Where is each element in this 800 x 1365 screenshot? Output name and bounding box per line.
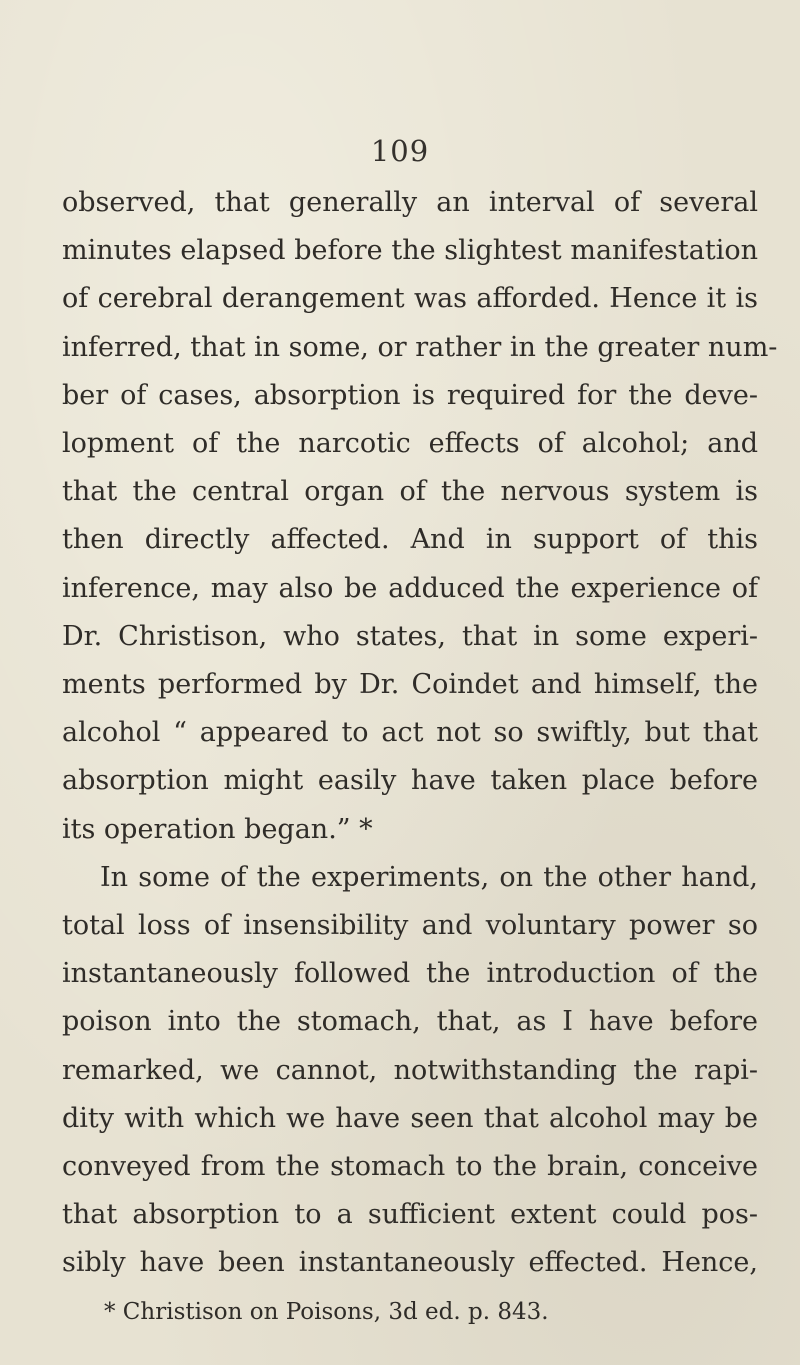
text-line: instantaneously followed the introduction of the	[62, 958, 758, 989]
text-line: alcohol “ appeared to act not so swiftly, but that	[62, 717, 758, 748]
text-line: lopment of the narcotic effects of alcohol; and	[62, 428, 758, 459]
page-number: 109	[370, 134, 430, 168]
text-line: that absorption to a sufficient extent could pos-	[62, 1199, 758, 1230]
text-line: Dr. Christison, who states, that in some experi-	[62, 621, 758, 652]
text-line: total loss of insensibility and voluntary power so	[62, 910, 758, 941]
text-line: absorption might easily have taken place before	[62, 765, 758, 796]
text-line: minutes elapsed before the slightest manifestation	[62, 235, 758, 266]
text-line: remarked, we cannot, notwithstanding the rapi-	[62, 1055, 758, 1086]
text-line: of cerebral derangement was afforded. Hence it is	[62, 283, 758, 314]
paragraph-start-line: In some of the experiments, on the other hand,	[100, 862, 758, 893]
text-line: ments performed by Dr. Coindet and himself, the	[62, 669, 758, 700]
text-line: inferred, that in some, or rather in the greater num-	[62, 332, 778, 363]
footnote: * Christison on Poisons, 3d ed. p. 843.	[104, 1299, 549, 1325]
text-line: poison into the stomach, that, as I have before	[62, 1006, 758, 1037]
text-line: that the central organ of the nervous system is	[62, 476, 758, 507]
text-line: its operation began.” *	[62, 814, 373, 845]
text-line: then directly affected. And in support of this	[62, 524, 758, 555]
text-line: conveyed from the stomach to the brain, conceive	[62, 1151, 758, 1182]
text-line: observed, that generally an interval of several	[62, 187, 758, 218]
text-line: sibly have been instantaneously effected. Hence,	[62, 1247, 758, 1278]
text-line: ber of cases, absorption is required for the deve-	[62, 380, 758, 411]
text-line: dity with which we have seen that alcohol may be	[62, 1103, 758, 1134]
text-line: inference, may also be adduced the experience of	[62, 573, 758, 604]
